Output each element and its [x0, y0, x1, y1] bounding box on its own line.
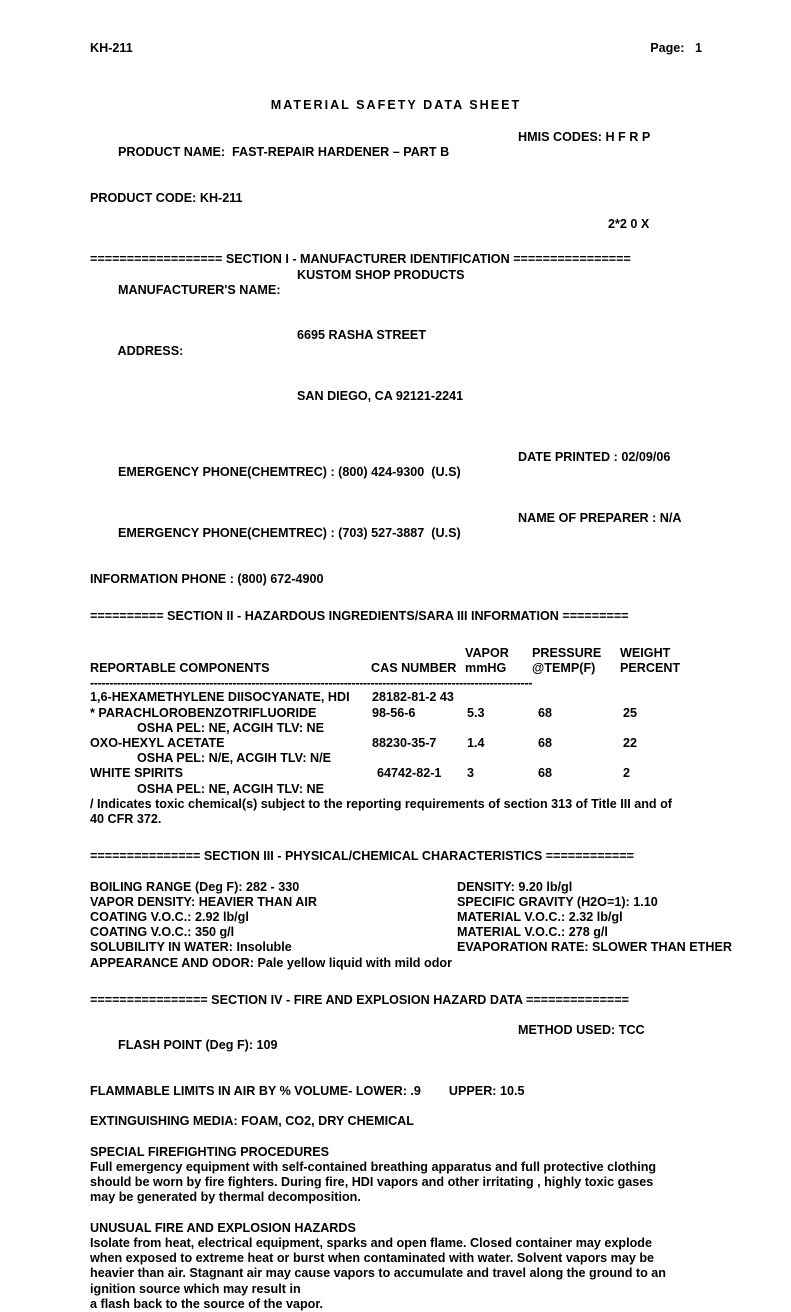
spacer-before-extinguishing	[90, 1099, 702, 1114]
component-weight-percent: 25	[623, 705, 638, 720]
page-header	[90, 41, 702, 71]
manufacturer-name-value: KUSTOM SHOP PRODUCTS	[297, 267, 465, 282]
property-row	[90, 940, 732, 955]
spacer-before-firefighting	[90, 1130, 702, 1145]
component-exposure-limits: OSHA PEL: NE, ACGIH TLV: NE	[137, 781, 325, 796]
property-right: SPECIFIC GRAVITY (H2O=1): 1.10	[457, 894, 658, 909]
component-cas-number: 28182-81-2 43	[372, 690, 454, 705]
emergency-phone-row-1	[90, 450, 702, 511]
component-cas-number: 64742-82-1	[377, 766, 442, 781]
section-4-spacer	[90, 1008, 702, 1023]
sara-footnote-line-2: 40 CFR 372.	[90, 812, 162, 827]
address-label: ADDRESS:	[117, 343, 184, 358]
component-temp: 68	[538, 766, 553, 781]
component-weight-percent: 2	[623, 766, 631, 781]
special-firefighting-body	[90, 1160, 702, 1206]
table-row	[90, 706, 702, 721]
section-1	[90, 252, 702, 586]
table-row	[90, 736, 702, 751]
section-4	[90, 993, 702, 1312]
property-left: COATING V.O.C.: 2.92 lb/gl	[90, 910, 249, 925]
property-row	[90, 895, 702, 910]
section-1-heading: ================== SECTION I - MANUFACTURER IDENTIFICATION ================	[90, 252, 631, 267]
section-3	[90, 849, 732, 971]
component-weight-percent: 22	[623, 736, 638, 751]
emergency-phone-row-2	[90, 511, 702, 572]
section-2	[90, 609, 702, 827]
product-name-label: PRODUCT NAME: FAST-REPAIR HARDENER – PART B	[118, 145, 450, 160]
table-divider: -------------------------------------------------------------------------------------------------------------------	[90, 676, 533, 691]
information-phone: INFORMATION PHONE : (800) 672-4900	[90, 571, 324, 586]
special-firefighting-heading: SPECIAL FIREFIGHTING PROCEDURES	[90, 1144, 330, 1159]
unusual-hazards-text-line: a flash back to the source of the vapor.	[90, 1296, 324, 1311]
property-right: MATERIAL V.O.C.: 2.32 lb/gl	[457, 910, 623, 925]
unusual-hazards-text-line: heavier than air. Stagnant air may cause vapors to accumulate and travel along the ground to an	[90, 1266, 666, 1281]
product-name-row	[90, 130, 702, 191]
emergency-phone-1: EMERGENCY PHONE(CHEMTREC) : (800) 424-9300 (U.S)	[118, 465, 461, 480]
sara-footnote-line-1: / Indicates toxic chemical(s) subject to the reporting requirements of section 313 of Title III and of	[90, 796, 672, 811]
property-left: SOLUBILITY IN WATER: Insoluble	[90, 940, 292, 955]
table-row	[90, 766, 702, 781]
component-vapor-pressure: 1.4	[467, 736, 485, 751]
address-line-2: SAN DIEGO, CA 92121-2241	[297, 389, 464, 404]
component-temp: 68	[538, 705, 553, 720]
manufacturer-name-label: MANUFACTURER'S NAME:	[118, 282, 281, 297]
unusual-hazards-heading: UNUSUAL FIRE AND EXPLOSION HAZARDS	[90, 1220, 356, 1235]
flash-point: FLASH POINT (Deg F): 109	[118, 1038, 278, 1053]
name-of-preparer: NAME OF PREPARER : N/A	[518, 510, 682, 525]
col-header-weight-bottom: PERCENT	[620, 661, 681, 676]
manufacturer-name-row	[90, 268, 702, 329]
component-vapor-pressure: 3	[467, 766, 475, 781]
section-3-heading: =============== SECTION III - PHYSICAL/CHEMICAL CHARACTERISTICS ============	[90, 849, 634, 864]
section-4-heading: ================ SECTION IV - FIRE AND EXPLOSION HAZARD DATA ==============	[90, 992, 629, 1007]
col-header-vapor-top: VAPOR	[465, 646, 509, 661]
unusual-hazards-text-line: ignition source which may result in	[90, 1281, 301, 1296]
property-row	[90, 910, 702, 925]
component-name: WHITE SPIRITS	[90, 766, 184, 781]
property-left: COATING V.O.C.: 350 g/l	[90, 925, 235, 940]
property-right: MATERIAL V.O.C.: 278 g/l	[457, 925, 608, 940]
component-name: 1,6-HEXAMETHYLENE DIISOCYANATE, HDI	[90, 690, 350, 705]
unusual-hazards-text-line: Isolate from heat, electrical equipment, sparks and open flame. Closed container may explode	[90, 1236, 652, 1251]
section-3-spacer	[90, 864, 702, 879]
component-name: * PARACHLOROBENZOTRIFLUORIDE	[90, 705, 317, 720]
ingredients-table	[90, 646, 702, 797]
date-printed: DATE PRINTED : 02/09/06	[518, 450, 671, 465]
component-vapor-pressure: 5.3	[467, 705, 485, 720]
product-code-row: PRODUCT CODE: KH-211	[90, 191, 243, 206]
address-row	[90, 328, 702, 389]
col-header-cas-number: CAS NUMBER	[371, 661, 457, 676]
ingredients-table-body	[90, 690, 702, 796]
component-cas-number: 98-56-6	[372, 705, 416, 720]
firefighting-text-line: Full emergency equipment with self-contained breathing apparatus and full protective clothing	[90, 1160, 657, 1175]
unusual-hazards-body	[90, 1236, 702, 1312]
document-content	[90, 0, 732, 1312]
firefighting-text-line: should be worn by fire fighters. During fire, HDI vapors and other irritating , highly toxic gases	[90, 1175, 654, 1190]
col-header-pressure-bottom: @TEMP(F)	[532, 661, 596, 676]
document-code: KH-211	[90, 41, 133, 55]
component-exposure-limits: OSHA PEL: N/E, ACGIH TLV: N/E	[137, 751, 332, 766]
address-row-2	[90, 389, 702, 450]
component-cas-number: 88230-35-7	[372, 736, 437, 751]
method-used: METHOD USED: TCC	[518, 1023, 645, 1038]
hmis-values-row	[90, 217, 702, 232]
property-left: BOILING RANGE (Deg F): 282 - 330	[90, 879, 300, 894]
property-left: VAPOR DENSITY: HEAVIER THAN AIR	[90, 894, 317, 909]
property-right: EVAPORATION RATE: SLOWER THAN ETHER	[457, 940, 732, 955]
table-row	[90, 690, 702, 705]
physical-properties-list	[90, 879, 732, 956]
flash-point-row	[90, 1023, 702, 1084]
address-line-1: 6695 RASHA STREET	[297, 328, 427, 343]
emergency-phone-2: EMERGENCY PHONE(CHEMTREC) : (703) 527-3887 (U.S)	[118, 526, 461, 541]
col-header-components: REPORTABLE COMPONENTS	[90, 661, 270, 676]
component-name: OXO-HEXYL ACETATE	[90, 736, 225, 751]
page-number: Page: 1	[650, 41, 702, 55]
col-header-vapor-bottom: mmHG	[465, 661, 507, 676]
extinguishing-media: EXTINGUISHING MEDIA: FOAM, CO2, DRY CHEMICAL	[90, 1114, 414, 1129]
col-header-pressure-top: PRESSURE	[532, 646, 602, 661]
hmis-values: 2*2 0 X	[608, 217, 650, 232]
property-row	[90, 880, 702, 895]
component-exposure-limits: OSHA PEL: NE, ACGIH TLV: NE	[137, 720, 325, 735]
property-row	[90, 925, 702, 940]
property-right: DENSITY: 9.20 lb/gl	[457, 879, 573, 894]
document-title: MATERIAL SAFETY DATA SHEET	[270, 98, 522, 112]
unusual-hazards-text-line: when exposed to extreme heat or burst when contaminated with water. Solvent vapors may be	[90, 1251, 655, 1266]
section-2-heading: ========== SECTION II - HAZARDOUS INGREDIENTS/SARA III INFORMATION =========	[90, 608, 629, 623]
firefighting-text-line: may be generated by thermal decomposition.	[90, 1190, 361, 1205]
flammable-limits: FLAMMABLE LIMITS IN AIR BY % VOLUME- LOWER: .9 UPPER: 10.5	[90, 1084, 525, 1099]
component-temp: 68	[538, 736, 553, 751]
hmis-codes-label: HMIS CODES: H F R P	[518, 130, 651, 145]
product-identification-block	[90, 130, 702, 232]
col-header-weight-top: WEIGHT	[620, 646, 671, 661]
appearance-and-odor: APPEARANCE AND ODOR: Pale yellow liquid with mild odor	[90, 955, 452, 970]
ingredients-table-header	[90, 646, 702, 676]
spacer-before-unusual	[90, 1206, 702, 1221]
